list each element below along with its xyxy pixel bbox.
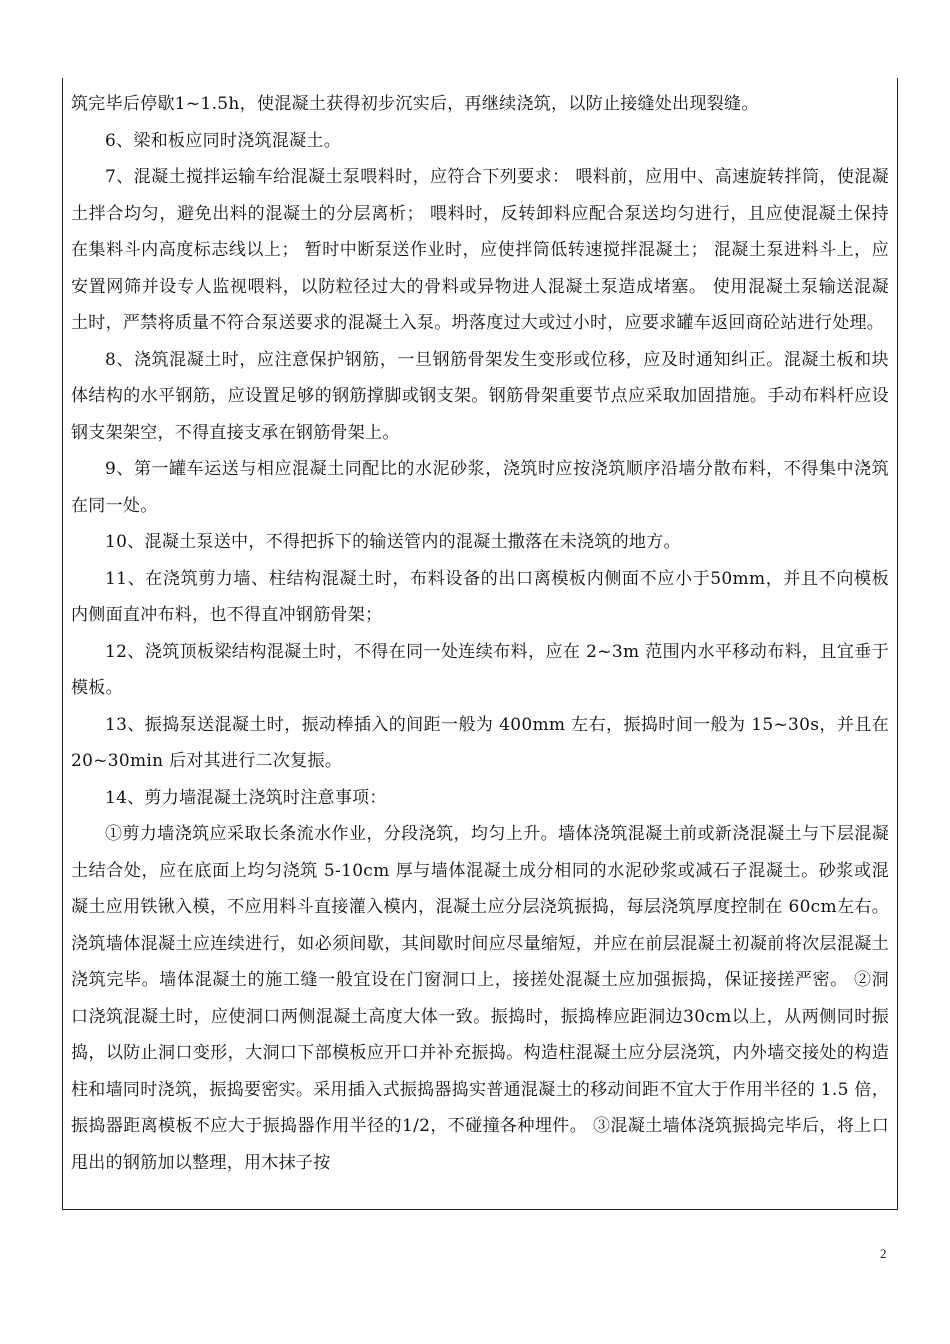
paragraph-item-10: 10、混凝土泵送中，不得把拆下的输送管内的混凝土撒落在未浇筑的地方。	[105, 532, 681, 552]
paragraph-item-8: 8、浇筑混凝土时，应注意保护钢筋，一旦钢筋骨架发生变形或位移，应及时通知纠正。混凝土板和块体结构的水平钢筋，应设置足够的钢筋撑脚或钢支架。钢筋骨架重要节点应采取加固措施。手动布料杆应设钢支架架空，不得直接支承在钢筋骨架上。	[71, 349, 889, 443]
paragraph-item-13: 13、振捣泵送混凝土时，振动棒插入的间距一般为 400mm 左右，振捣时间一般为 15~30s，并且在 20~30min 后对其进行二次复振。	[71, 714, 889, 771]
paragraph-item-14: 14、剪力墙混凝土浇筑时注意事项：	[105, 787, 387, 808]
document-body	[71, 86, 889, 1181]
paragraph-item-14-details: ①剪力墙浇筑应采取长条流水作业，分段浇筑，均匀上升。墙体浇筑混凝土前或新浇混凝土与下层混凝土结合处，应在底面上均匀浇筑 5-10cm 厚与墙体混凝土成分相同的水泥砂浆或减石子混凝土。砂浆或混凝土应用铁锹入模，不应用料斗直接灌入模内，混凝土应分层浇筑振捣，每层浇筑厚度控制在 60cm左右。浇筑墙体混凝土应连续进行，如必须间歇，其间歇时间应尽量缩短，并应在前层混凝土初凝前将次层混凝土浇筑完毕。墙体混凝土的施工缝一般宜设在门窗洞口上，接搓处混凝土应加强振捣，保证接搓严密。 ②洞口浇筑混凝土时，应使洞口两侧混凝土高度大体一致。振捣时，振捣棒应距洞边30cm以上，从两侧同时振捣，以防止洞口变形，大洞口下部模板应开口并补充振捣。构造柱混凝土应分层浇筑，内外墙交接处的构造柱和墙同时浇筑，振捣要密实。采用插入式振捣器捣实普通混凝土的移动间距不宜大于作用半径的 1.5 倍，振捣器距离模板不应大于振捣器作用半径的1/2，不碰撞各种埋件。 ③混凝土墙体浇筑振捣完毕后，将上口甩出的钢筋加以整理，用木抹子按	[71, 824, 889, 1173]
paragraph-continuation: 筑完毕后停歇1~1.5h，使混凝土获得初步沉实后，再继续浇筑，以防止接缝处出现裂缝。	[71, 94, 759, 114]
paragraph-item-12: 12、浇筑顶板梁结构混凝土时，不得在同一处连续布料，应在 2~3m 范围内水平移动布料，且宜垂于模板。	[71, 641, 889, 698]
page-number: 2	[880, 1246, 887, 1261]
paragraph-item-6: 6、梁和板应同时浇筑混凝土。	[105, 130, 342, 151]
content-table-cell	[62, 78, 898, 1210]
paragraph-item-9: 9、第一罐车运送与相应混凝土同配比的水泥砂浆，浇筑时应按浇筑顺序沿墙分散布料，不得集中浇筑在同一处。	[71, 459, 889, 516]
paragraph-item-7: 7、混凝土搅拌运输车给混凝土泵喂料时，应符合下列要求： 喂料前，应用中、高速旋转拌筒，使混凝土拌合均匀，避免出料的混凝土的分层离析； 喂料时，反转卸料应配合泵送均匀进行，且应使混凝土保持在集料斗内高度标志线以上； 暂时中断泵送作业时，应使拌筒低转速搅拌混凝土； 混凝土泵进料斗上，应安置网筛并设专人监视喂料，以防粒径过大的骨料或异物进人混凝土泵造成堵塞。 使用混凝土泵输送混凝土时，严禁将质量不符合泵送要求的混凝土入泵。坍落度过大或过小时，应要求罐车返回商砼站进行处理。	[71, 167, 889, 333]
paragraph-item-11: 11、在浇筑剪力墙、柱结构混凝土时，布料设备的出口离模板内侧面不应小于50mm，并且不向模板内侧面直冲布料，也不得直冲钢筋骨架；	[71, 568, 889, 625]
